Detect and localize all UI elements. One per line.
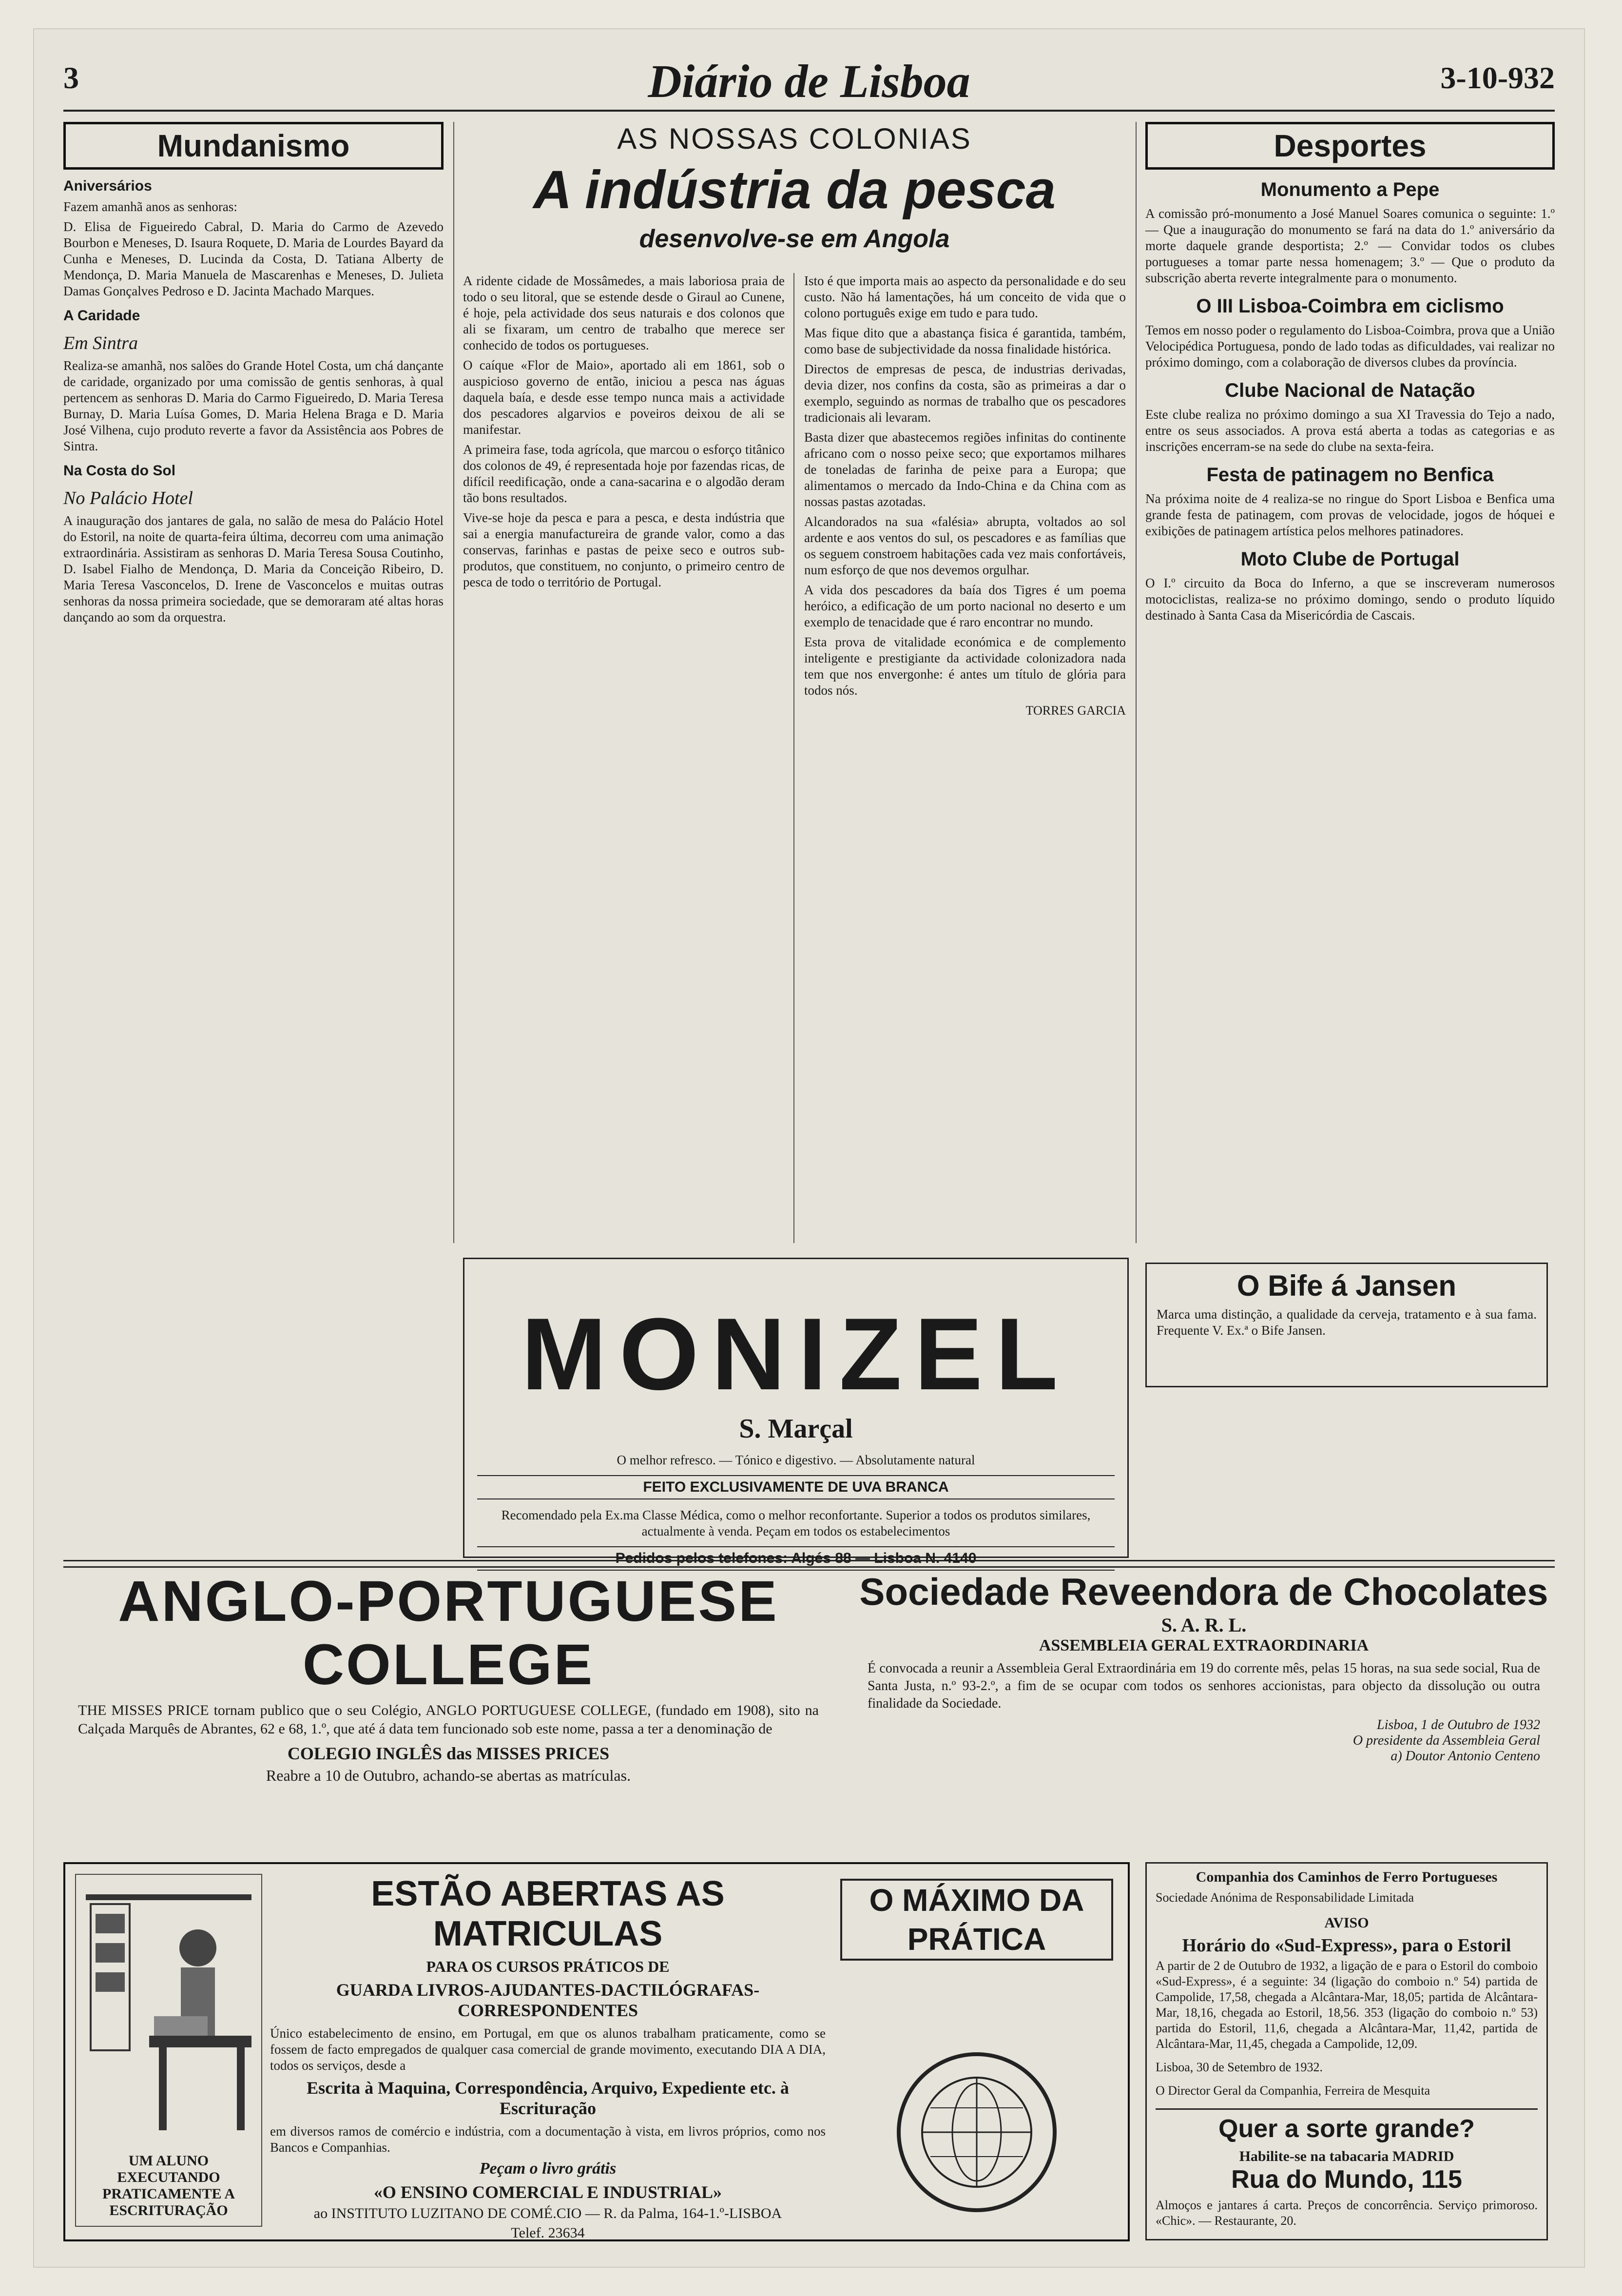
article-signature: TORRES GARCIA xyxy=(1025,703,1126,718)
railway-horario: Horário do «Sud-Express», para o Estoril xyxy=(1182,1935,1511,1956)
monumento-text: A comissão pró-monumento a José Manuel Soares comunica o seguinte: 1.º — Que a inauguração do monumento se fará na data do 1.º aniversário da morte daquele grande desportista; 2.º — Convidar todos os clubes portugueses a tomar parte nessa homenagem; 3.º — Que o produto da subscrição aberta reverte integralmente para o monumento. xyxy=(1145,206,1555,285)
article-paragraph: A primeira fase, toda agrícola, que marcou o esforço titânico dos colonos de 49, é representada hoje por fazendas ricas, de difícil reedificação, onde a cana-sacarina e o algodão deram tão bons resultados. xyxy=(463,442,785,505)
mundanismo-column xyxy=(63,122,444,1243)
instituto-ad xyxy=(63,1862,1130,2241)
article-paragraph: O caíque «Flor de Maio», aportado ali em 1861, sob o auspicioso governo de então, iniciou a pesca nas águas daquela baía, e desde esse tempo nunca mais a actividade dos pescadores algarvios e poveiros deixou de ali se manifestar. xyxy=(463,358,785,437)
costa-sol-heading: Na Costa do Sol xyxy=(63,463,176,479)
jansen-text: Marca uma distinção, a qualidade da cerveja, tratamento e à sua fama. Frequente V. Ex.ª o Bife Jansen. xyxy=(1157,1307,1537,1338)
ciclismo-text: Temos em nosso poder o regulamento do Lisboa-Coimbra, prova que a União Velocipédica Portuguesa, pondo de lado todas as dificuldades, vai realizar no próximo domingo, com a colaboração de diversos clubes da província. xyxy=(1145,323,1555,370)
ciclismo-heading: O III Lisboa-Coimbra em ciclismo xyxy=(1196,295,1504,317)
article-paragraph: Basta dizer que abastecemos regiões infinitas do continente africano com o nosso peixe seco; que exportamos milhares de toneladas de farinha de peixe para a Europa; que alimentamos o mercado da Indo-China e da China com as nossas pastas azotadas. xyxy=(804,430,1126,509)
palacio-heading: No Palácio Hotel xyxy=(63,488,193,508)
dining-text: Almoços e jantares á carta. Preços de concorrência. Serviço primoroso. «Chic». — Restaurante, 20. xyxy=(1156,2198,1538,2228)
column-rule xyxy=(453,122,454,1243)
article-paragraph: Esta prova de vitalidade económica e de complemento inteligente e prestigiante da actividade colonizadora nada tem que nos envergonhe: é antes um título de glória para todos nós. xyxy=(804,635,1126,698)
instituto-diverse: em diversos ramos de comércio e indústria, com a documentação à vista, em livros próprios, como nos Bancos e Companhias. xyxy=(270,2124,826,2155)
student-illustration xyxy=(75,1874,262,2227)
column-rule xyxy=(793,273,794,1243)
lottery-ad xyxy=(1156,2108,1538,2233)
assembly-text: É convocada a reunir a Assembleia Geral Extraordinária em 19 do corrente mês, pelas 15 horas, na sua sede social, Rua de Santa Justa, n.º 93-2.º, a fim de se ocupar com todos os senhores accionistas, para objecto da dissolução ou outra finalidade da Sociedade. xyxy=(868,1661,1540,1711)
courses-list: GUARDA LIVROS-AJUDANTES-DACTILÓGRAFAS-CORRESPONDENTES xyxy=(336,1980,760,2020)
railway-signature: O Director Geral da Companhia, Ferreira de Mesquita xyxy=(1156,2083,1430,2098)
illustration-caption: UM ALUNO EXECUTANDO PRATICAMENTE A ESCRITURAÇÃO xyxy=(102,2153,235,2218)
assembly-heading: ASSEMBLEIA GERAL EXTRAORDINARIA xyxy=(1039,1636,1369,1654)
jansen-title: O Bife á Jansen xyxy=(1236,1269,1457,1302)
article-paragraph: Directos de empresas de pesca, de industrias derivadas, devia dizer, nos confins da costa, são as primeiras a dar o exemplo, seguindo as normas de trabalho que os pescadores tradicionais ali levaram. xyxy=(804,362,1126,425)
chocolates-notice xyxy=(853,1570,1555,1843)
railway-notice xyxy=(1145,1862,1548,2240)
college-new-name: COLEGIO INGLÊS das MISSES PRICES xyxy=(287,1744,610,1763)
desportes-header: Desportes xyxy=(1145,122,1555,170)
article-headline: A indústria da pesca xyxy=(533,160,1056,220)
column-rule xyxy=(1136,122,1137,1243)
monizel-strip: FEITO EXCLUSIVAMENTE DE UVA BRANCA xyxy=(477,1475,1115,1499)
moto-text: O I.º circuito da Boca do Inferno, a que se inscreveram numerosos motociclistas, realiza-se no próximo domingo, sendo o produto líquido destinado à Santa Casa da Misericórdia de Cascais. xyxy=(1145,576,1555,623)
railway-aviso: AVISO xyxy=(1324,1915,1369,1931)
monizel-recommendation: Recomendado pela Ex.ma Classe Médica, como o melhor reconfortante. Superior a todos os produtos similares, actualmente à venda. Peçam em todos os estabelecimentos xyxy=(501,1508,1091,1538)
courses-intro: PARA OS CURSOS PRÁTICOS DE xyxy=(426,1958,670,1975)
article-paragraph: A ridente cidade de Mossâmedes, a mais laboriosa praia de todo o seu litoral, que se estende desde o Giraul ao Cunene, é hoje, pela actividade dos seus naturais e dos colonos que ali se fixaram, um centro de trabalho que merece ser conhecido de todos os portugueses. xyxy=(463,273,785,352)
railway-timetable: A partir de 2 de Outubro de 1932, a ligação de e para o Estoril do comboio «Sud-Express», é a seguinte: 34 (ligação do comboio n.º 54) partida de Campolide, 17,58, chegada a Alcântara-Mar, 18,05; partida de Alcântara-Mar, 18,16, chegada ao Estoril, 18,56. 353 (ligação do comboio n.º 53) partida do Estoril, 11,6, chegada a Alcântara-Mar, 11,42, partida de Alcântara-Mar, 11,45, chegada a Campolide, 12,09. xyxy=(1156,1959,1538,2051)
pesca-column-1 xyxy=(463,273,785,1243)
masthead xyxy=(63,51,1555,112)
railway-company: Companhia dos Caminhos de Ferro Portugueses xyxy=(1196,1869,1498,1885)
monizel-place: S. Marçal xyxy=(739,1414,853,1444)
aniversarios-intro: Fazem amanhã anos as senhoras: xyxy=(63,199,237,214)
college-ad xyxy=(63,1570,833,1843)
article-paragraph: Alcandorados na sua «falésia» abrupta, voltados ao sol ardente e aos ventos do sul, os pescadores e as famílias que os seguem constroem habitações cada vez mais confortáveis, num esforço de que nos devemos orgulhar. xyxy=(804,514,1126,577)
issue-date: 3-10-932 xyxy=(1440,60,1555,95)
college-reopening: Reabre a 10 de Outubro, achando-se abertas as matrículas. xyxy=(266,1767,631,1784)
monumento-heading: Monumento a Pepe xyxy=(1260,179,1440,200)
jansen-ad xyxy=(1145,1263,1548,1387)
newspaper-page xyxy=(34,29,1584,2267)
free-book-offer: Peçam o livro grátis xyxy=(479,2160,617,2178)
natacao-heading: Clube Nacional de Natação xyxy=(1225,380,1475,401)
maximo-da-pratica: O MÁXIMO DA PRÁTICA xyxy=(840,1879,1113,1961)
article-paragraph: A vida dos pescadores da baía dos Tigres é um poema heróico, a edificação de um porto nacional no deserto e um exemplo de tenacidade que é raro encontrar no mundo. xyxy=(804,583,1126,629)
globe-seal-icon xyxy=(879,2049,1074,2215)
enrolment-headline: ESTÃO ABERTAS AS MATRICULAS xyxy=(371,1874,725,1953)
lottery-headline: Quer a sorte grande? xyxy=(1218,2115,1475,2143)
instituto-main-text xyxy=(270,1874,826,2241)
railway-date: Lisboa, 30 de Setembro de 1932. xyxy=(1156,2060,1323,2074)
aniversarios-text: D. Elisa de Figueiredo Cabral, D. Maria do Carmo de Azevedo Bourbon e Meneses, D. Isaura Roquete, D. Maria de Lourdes Bayard da Cunha e Meneses, D. Lucinda da Costa, D. Tatiana Alberty de Mendonça, D. Maria Manuela de Mascarenhas e Meneses, D. Julieta Damas Gonçalves Pedroso e D. Jacinta Machado Marques. xyxy=(63,219,444,298)
caridade-heading: A Caridade xyxy=(63,308,140,324)
lottery-sub: Habilite-se na tabacaria MADRID xyxy=(1239,2148,1454,2164)
assembly-place-date: Lisboa, 1 de Outubro de 1932 xyxy=(1377,1717,1540,1732)
mundanismo-header: Mundanismo xyxy=(63,122,444,170)
pesca-column-2 xyxy=(804,273,1126,1243)
article-paragraph: Vive-se hoje da pesca e para a pesca, e desta indústria que sai a energia manufactureira de grande valor, como a das conservas, farinhas e pastas de peixe seco e outros sub-produtos, que constituem, no conjunto, o primeiro centro de pesca de todo o território de Portugal. xyxy=(463,510,785,589)
article-paragraph: Isto é que importa mais ao aspecto da personalidade e do seu custo. Não há lamentações, há um conceito de vida que o colono português exige em tudo e para tudo. xyxy=(804,273,1126,320)
instituto-address: ao INSTITUTO LUZITANO DE COMÉ.CIO — R. da Palma, 164-1.º-LISBOA xyxy=(313,2205,782,2221)
book-title: «O ENSINO COMERCIAL E INDUSTRIAL» xyxy=(373,2182,722,2202)
monizel-description: O melhor refresco. — Tónico e digestivo. — Absolutamente natural xyxy=(617,1453,975,1467)
desportes-column xyxy=(1145,122,1555,1248)
sintra-text: Realiza-se amanhã, nos salões do Grande Hotel Costa, um chá dançante de caridade, organizado por uma comissão de gentis senhoras, à qual pertencem as senhoras D. Maria do Carmo Figueiredo, D. Maria Teresa Burnay, D. Maria Luísa Gomes, D. Maria Helena Braga e D. Maria José Vilhena, cujo produto reverte a favor da Assistência aos Pobres de Sintra. xyxy=(63,358,444,453)
section-divider xyxy=(63,1560,1555,1568)
article-paragraph: Mas fique dito que a abastança fisica é garantida, também, como base de subjectividade da nossa finalidade histórica. xyxy=(804,326,1126,356)
article-subheadline: desenvolve-se em Angola xyxy=(639,225,950,253)
chocolates-title: Sociedade Reveendora de Chocolates xyxy=(859,1570,1548,1613)
instituto-description: Único estabelecimento de ensino, em Portugal, em que os alunos trabalham praticamente, como se fossem de facto empregados de qualquer casa comercial de grande movimento, executando DIA A DIA, todos os serviços, desde a xyxy=(270,2026,826,2073)
section-kicker: AS NOSSAS COLONIAS xyxy=(617,122,972,155)
monizel-brand: MONIZEL xyxy=(521,1297,1071,1411)
assembly-signature: a) Doutor Antonio Centeno xyxy=(1390,1749,1540,1764)
college-text: THE MISSES PRICE tornam publico que o seu Colégio, ANGLO PORTUGUESE COLLEGE, (fundado em 1908), sito na Calçada Marquês de Abrantes, 62 e 68, 1.º, que até á data tem funcionado sob este nome, passa a ter a denominação de xyxy=(78,1702,819,1737)
chocolates-firm: S. A. R. L. xyxy=(1161,1614,1247,1636)
lottery-address: Rua do Mundo, 115 xyxy=(1231,2165,1462,2194)
moto-heading: Moto Clube de Portugal xyxy=(1240,548,1460,570)
aniversarios-heading: Aniversários xyxy=(63,178,152,194)
newspaper-title: Diário de Lisboa xyxy=(648,55,970,107)
monizel-phones: Pedidos pelos telefones: Algés 88 — Lisboa N. 4140 xyxy=(477,1546,1115,1571)
railway-company-sub: Sociedade Anónima de Responsabilidade Limitada xyxy=(1156,1890,1414,1905)
assembly-role: O presidente da Assembleia Geral xyxy=(1352,1733,1540,1748)
instituto-seal-area xyxy=(840,1874,1113,2225)
college-title: ANGLO-PORTUGUESE COLLEGE xyxy=(118,1569,779,1697)
instituto-services: Escrita à Maquina, Correspondência, Arquivo, Expediente etc. à Escrituração xyxy=(307,2078,789,2118)
patinagem-heading: Festa de patinagem no Benfica xyxy=(1206,464,1494,486)
palacio-text: A inauguração dos jantares de gala, no salão de mesa do Palácio Hotel do Estoril, na noite de quarta-feira última, decorreu com uma animação extraordinária. Assistiram as senhoras D. Maria Teresa Sousa Coutinho, D. Isabel Fialho de Mendonça, D. Maria da Conceição Ribeiro, D. Maria Teresa Vasconcelos, D. Irene de Vasconcelos e muitas outras senhoras da nossa primeira sociedade, que se demoraram até altas horas dançando ao som da orquestra. xyxy=(63,513,444,624)
page-number: 3 xyxy=(63,60,79,95)
sintra-heading: Em Sintra xyxy=(63,333,138,353)
office-illustration-icon xyxy=(76,1875,261,2148)
patinagem-text: Na próxima noite de 4 realiza-se no ringue do Sport Lisboa e Benfica uma grande festa de patinagem, com provas de velocidade, jogos de hóquei e exibições de patinagem artística pelos melhores patinadores. xyxy=(1145,491,1555,538)
natacao-text: Este clube realiza no próximo domingo a sua XI Travessia do Tejo a nado, entre os seus associados. A prova está aberta a todas as categorias e as inscrições encerram-se na sede do clube na sexta-feira. xyxy=(1145,407,1555,454)
monizel-ad xyxy=(463,1258,1129,1566)
instituto-phone: Telef. 23634 xyxy=(511,2225,585,2241)
